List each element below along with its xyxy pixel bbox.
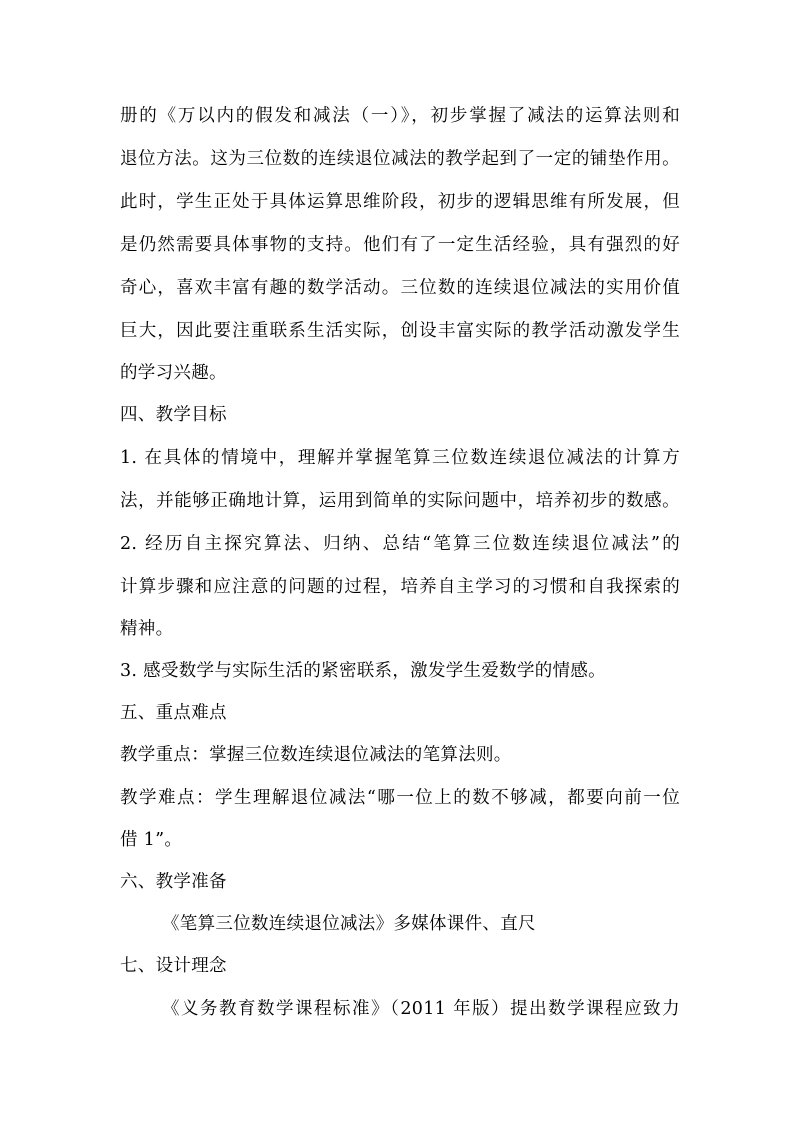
list-item-line: 计算步骤和应注意的问题的过程，培养自主学习的习惯和自我探索的 — [120, 577, 680, 597]
paragraph-line: 此时，学生正处于具体运算思维阶段，初步的逻辑思维有所发展，但 — [120, 192, 680, 212]
paragraph-line: 册的《万以内的假发和减法（一）》，初步掌握了减法的运算法则和 — [120, 106, 680, 126]
list-item-line: 2. 经历自主探究算法、归纳、总结“笔算三位数连续退位减法”的 — [120, 534, 680, 554]
paragraph-line: 奇心，喜欢丰富有趣的数学活动。三位数的连续退位减法的实用价值 — [120, 278, 680, 298]
paragraph-line: 借 1”。 — [120, 830, 183, 850]
list-item-line: 法，并能够正确地计算，运用到简单的实际问题中，培养初步的数感。 — [120, 491, 680, 511]
paragraph-line: 巨大，因此要注重联系生活实际，创设丰富实际的教学活动激发学生 — [120, 321, 680, 341]
paragraph-line: 退位方法。这为三位数的连续退位减法的教学起到了一定的铺垫作用。 — [120, 149, 680, 169]
list-item-line: 3. 感受数学与实际生活的紧密联系，激发学生爱数学的情感。 — [120, 661, 606, 681]
section-heading: 四、教学目标 — [120, 405, 227, 425]
paragraph-line: 《义务教育数学课程标准》（2011 年版）提出数学课程应致力 — [162, 999, 680, 1019]
paragraph-line: 教学难点：学生理解退位减法“哪一位上的数不够减，都要向前一位 — [120, 788, 680, 808]
section-heading: 七、设计理念 — [120, 956, 227, 976]
paragraph-line: 是仍然需要具体事物的支持。他们有了一定生活经验，具有强烈的好 — [120, 235, 680, 255]
paragraph-line: 的学习兴趣。 — [120, 363, 227, 383]
paragraph-line: 教学重点：掌握三位数连续退位减法的笔算法则。 — [120, 745, 512, 765]
section-heading: 五、重点难点 — [120, 703, 227, 723]
section-heading: 六、教学准备 — [120, 872, 227, 892]
paragraph-line: 《笔算三位数连续退位减法》多媒体课件、直尺 — [162, 914, 536, 934]
list-item-line: 1. 在具体的情境中，理解并掌握笔算三位数连续退位减法的计算方 — [120, 448, 680, 468]
list-item-line: 精神。 — [120, 619, 174, 639]
